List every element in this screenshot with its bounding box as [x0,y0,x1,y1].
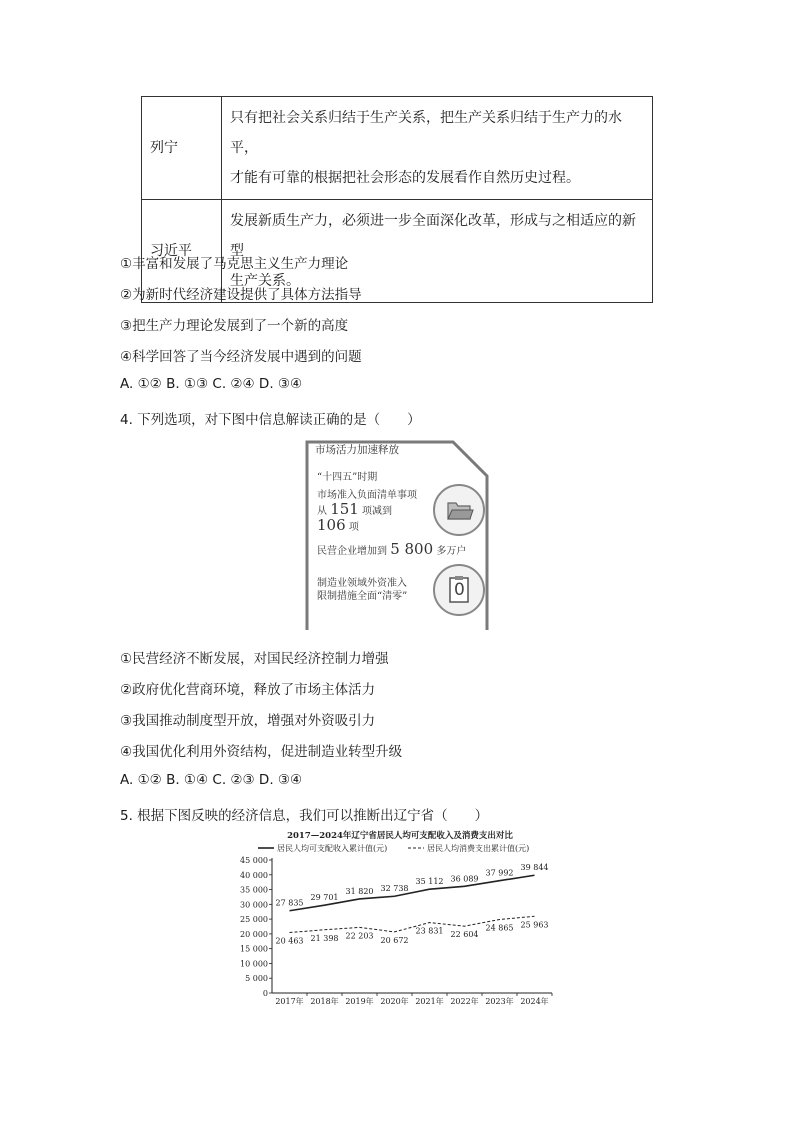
y-tick-label: 25 000 [240,915,268,925]
data-label: 24 865 [485,923,514,933]
item1-number-to: 106 [317,516,346,534]
data-label: 27 835 [275,898,304,908]
market-vitality-infographic [303,440,489,630]
x-tick-label: 2022年 [450,997,479,1006]
x-tick-label: 2021年 [415,997,444,1006]
x-tick-label: 2017年 [275,997,304,1006]
q4-stem: 4. 下列选项，对下图中信息解读正确的是（ ） [120,412,421,428]
legend-series-1: 居民人均可支配收入累计值(元) [277,844,388,853]
q5-stem: 5. 根据下图反映的经济信息，我们可以推断出辽宁省（ ） [120,808,489,824]
infographic-title: 市场活力加速释放 [315,444,399,456]
q3-options: A. ①② B. ①③ C. ②④ D. ③④ [120,376,303,392]
item1-line3: 106 项 [317,516,359,534]
legend-series-2: 居民人均消费支出累计值(元) [427,844,530,853]
data-label: 25 963 [520,920,549,930]
x-tick-label: 2019年 [345,997,374,1006]
item2-number: 5 800 [390,540,434,558]
data-label: 21 398 [310,933,339,943]
x-tick-label: 2023年 [485,997,514,1006]
table-row [142,97,653,200]
q4-item-4: ④我国优化利用外资结构，促进制造业转型升级 [120,744,403,760]
data-label: 29 701 [310,893,339,903]
item3-text-2: 限制措施全面“清零” [317,591,408,602]
q3-item-3: ③把生产力理论发展到了一个新的高度 [120,318,349,334]
x-tick-label: 2018年 [310,997,339,1006]
q4-item-3: ③我国推动制度型开放，增强对外资吸引力 [120,713,376,729]
y-tick-label: 45 000 [240,856,268,865]
period-label: “十四五”时期 [317,472,378,483]
quote-line: 才能有可靠的根据把社会形态的发展看作自然历史过程。 [230,170,580,186]
q3-item-1: ①丰富和发展了马克思主义生产力理论 [120,256,349,272]
quote-line: 发展新质生产力，必须进一步全面深化改革，形成与之相适应的新型 [230,213,636,259]
y-tick-label: 15 000 [240,944,268,954]
y-tick-label: 10 000 [240,959,268,969]
quote-cell [222,97,653,200]
folder-icon [433,484,485,536]
data-label: 20 672 [380,935,409,945]
q3-item-4: ④科学回答了当今经济发展中遇到的问题 [120,349,362,365]
data-label: 35 112 [415,877,444,887]
speaker-cell: 列宁 [142,97,222,200]
q4-item-1: ①民营经济不断发展，对国民经济控制力增强 [120,651,389,667]
data-label: 22 203 [345,931,374,941]
y-tick-label: 30 000 [240,900,268,910]
item3-text: 制造业领域外资准入 [317,578,407,589]
data-label: 37 992 [485,868,514,878]
q3-item-2: ②为新时代经济建设提供了具体方法指导 [120,287,362,303]
data-label: 39 844 [520,863,549,873]
item2-text: 民营企业增加到 5 800 多万户 [317,540,467,558]
data-label: 31 820 [345,886,374,896]
zero-glyph: 0 [454,580,465,600]
x-tick-label: 2020年 [380,997,409,1006]
data-label: 36 089 [450,874,479,884]
y-tick-label: 40 000 [240,870,268,880]
q4-item-2: ②政府优化营商环境，释放了市场主体活力 [120,682,376,698]
plot-area [240,856,552,1006]
quote-line: 只有把社会关系归结于生产关系，把生产关系归结于生产力的水平， [230,110,622,156]
x-tick-label: 2024年 [520,997,549,1006]
item1-number-from: 151 [330,500,359,518]
data-label: 32 738 [380,884,409,894]
item1-text: 市场准入负面清单事项 [317,490,417,501]
data-label: 23 831 [415,926,444,936]
q4-options: A. ①② B. ①④ C. ②③ D. ③④ [120,772,303,788]
item1-line2: 从 151 项减到 [317,500,393,518]
y-tick-label: 35 000 [240,885,268,895]
y-tick-label: 0 [262,989,268,998]
data-label: 22 604 [450,930,479,940]
income-consumption-line-chart [230,826,570,1010]
quote-line: 生产关系。 [230,273,300,289]
zero-clipboard-icon [433,564,485,616]
y-tick-label: 5 000 [245,974,268,984]
data-label: 20 463 [275,936,304,946]
y-tick-label: 20 000 [240,929,268,939]
speaker-cell: 习近平 [142,200,222,303]
chart-title: 2017—2024年辽宁省居民人均可支配收入及消费支出对比 [287,831,513,841]
